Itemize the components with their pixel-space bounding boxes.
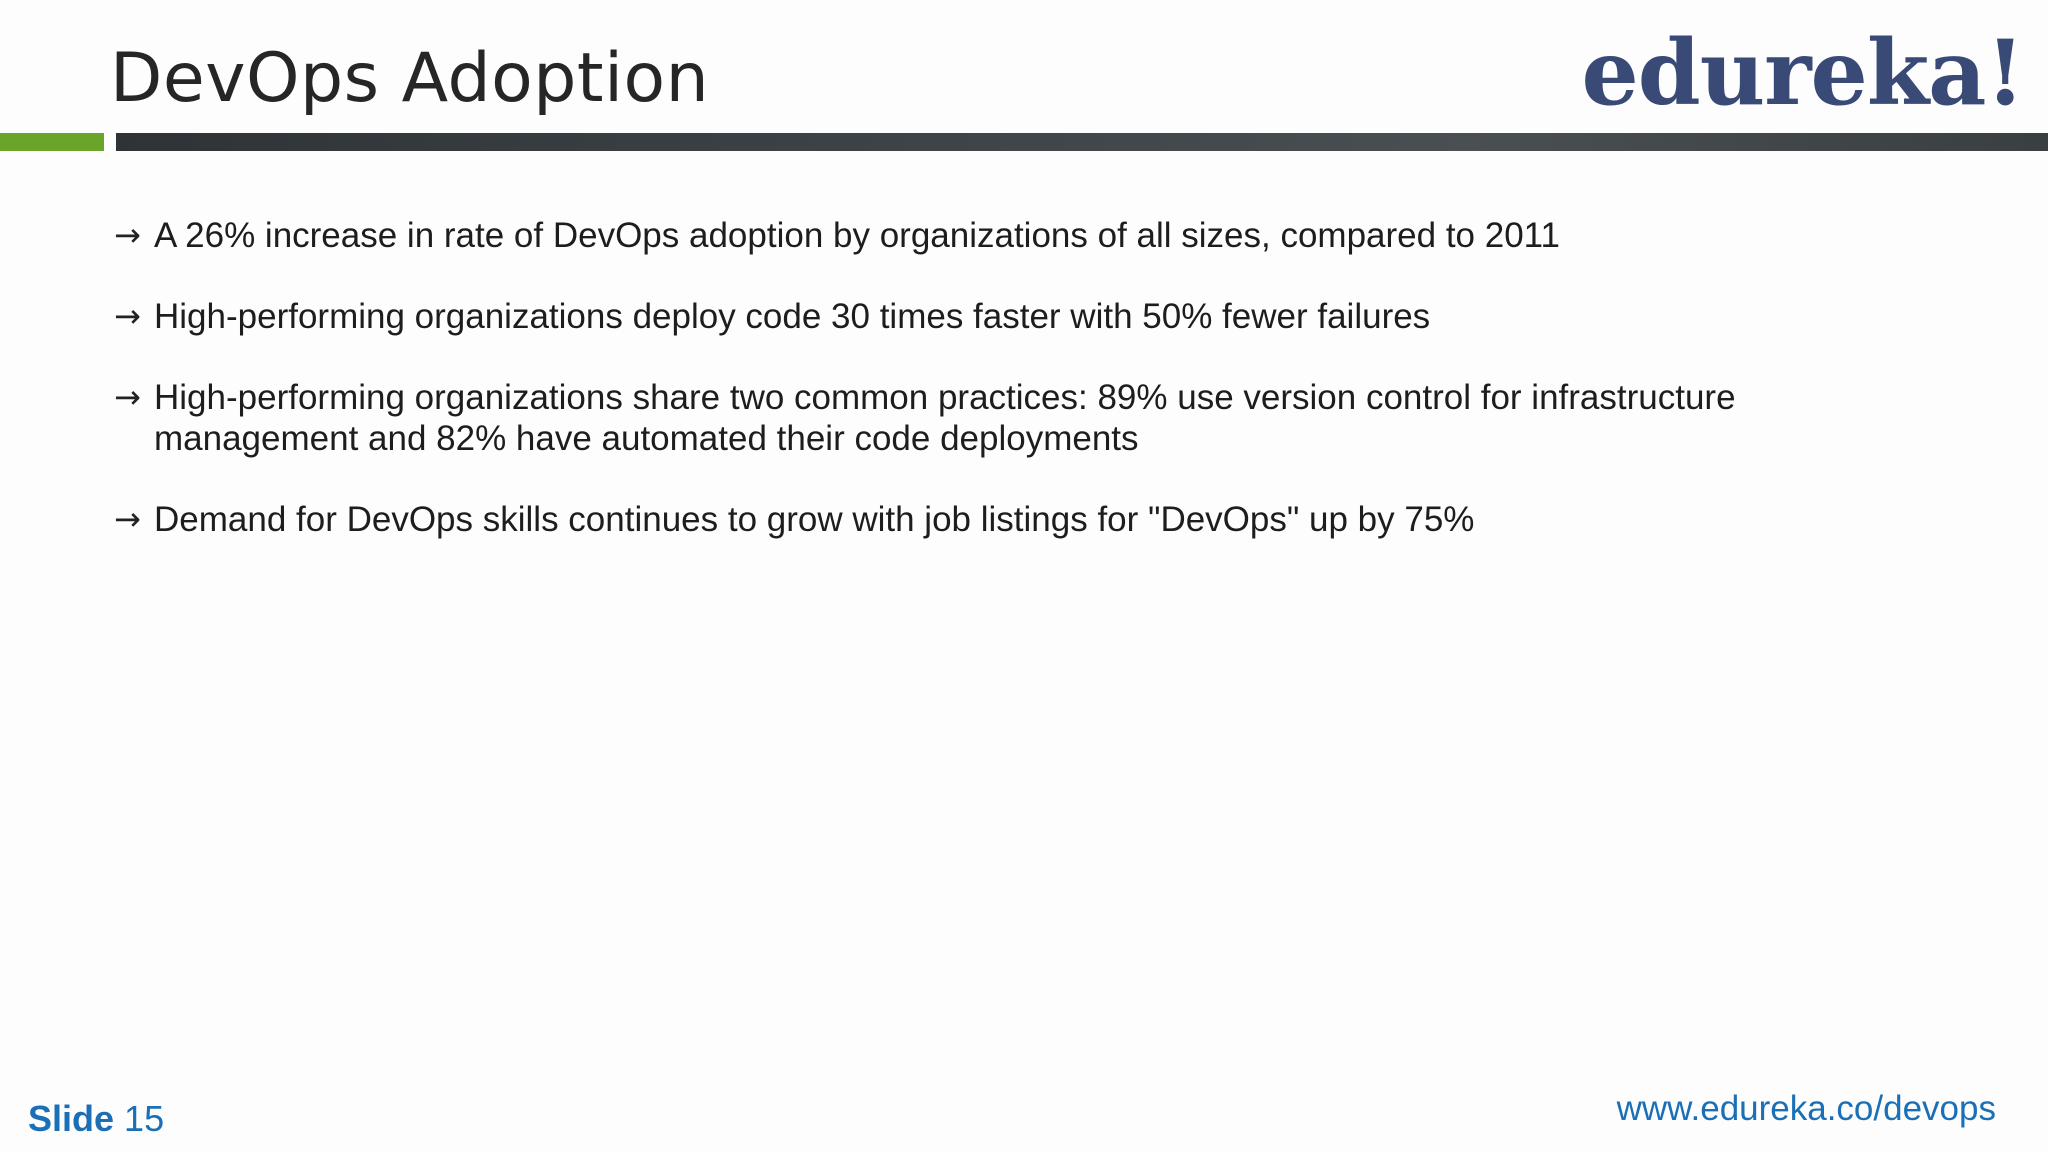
footer-url-link[interactable]: www.edureka.co/devops (1616, 1089, 1996, 1128)
bullet-text: High-performing organizations deploy code 30 times faster with 50% fewer failures (154, 297, 1431, 336)
arrow-right-icon: → (114, 216, 141, 254)
arrow-right-icon: → (114, 297, 141, 335)
bullet-item (114, 296, 1794, 337)
slide-label: Slide (28, 1098, 115, 1139)
slide-title: DevOps Adoption (110, 39, 710, 118)
bullet-list (114, 215, 1794, 580)
arrow-right-icon: → (114, 500, 141, 538)
edureka-logo: edureka! (1581, 20, 2024, 126)
slide-number (28, 1098, 164, 1140)
slide-number-value: 15 (124, 1098, 165, 1139)
bullet-text: High-performing organizations share two common practices: 89% use version control for infrastructure management and 82% have automated their code deployments (154, 378, 1736, 458)
bullet-item (114, 499, 1794, 540)
arrow-right-icon: → (114, 378, 141, 416)
title-rule-accent (0, 133, 104, 151)
bullet-text: A 26% increase in rate of DevOps adoption by organizations of all sizes, compared to 2011 (154, 216, 1560, 255)
title-rule (116, 133, 2048, 151)
bullet-text: Demand for DevOps skills continues to grow with job listings for "DevOps" up by 75% (154, 500, 1475, 539)
bullet-item (114, 377, 1794, 459)
bullet-item (114, 215, 1794, 256)
